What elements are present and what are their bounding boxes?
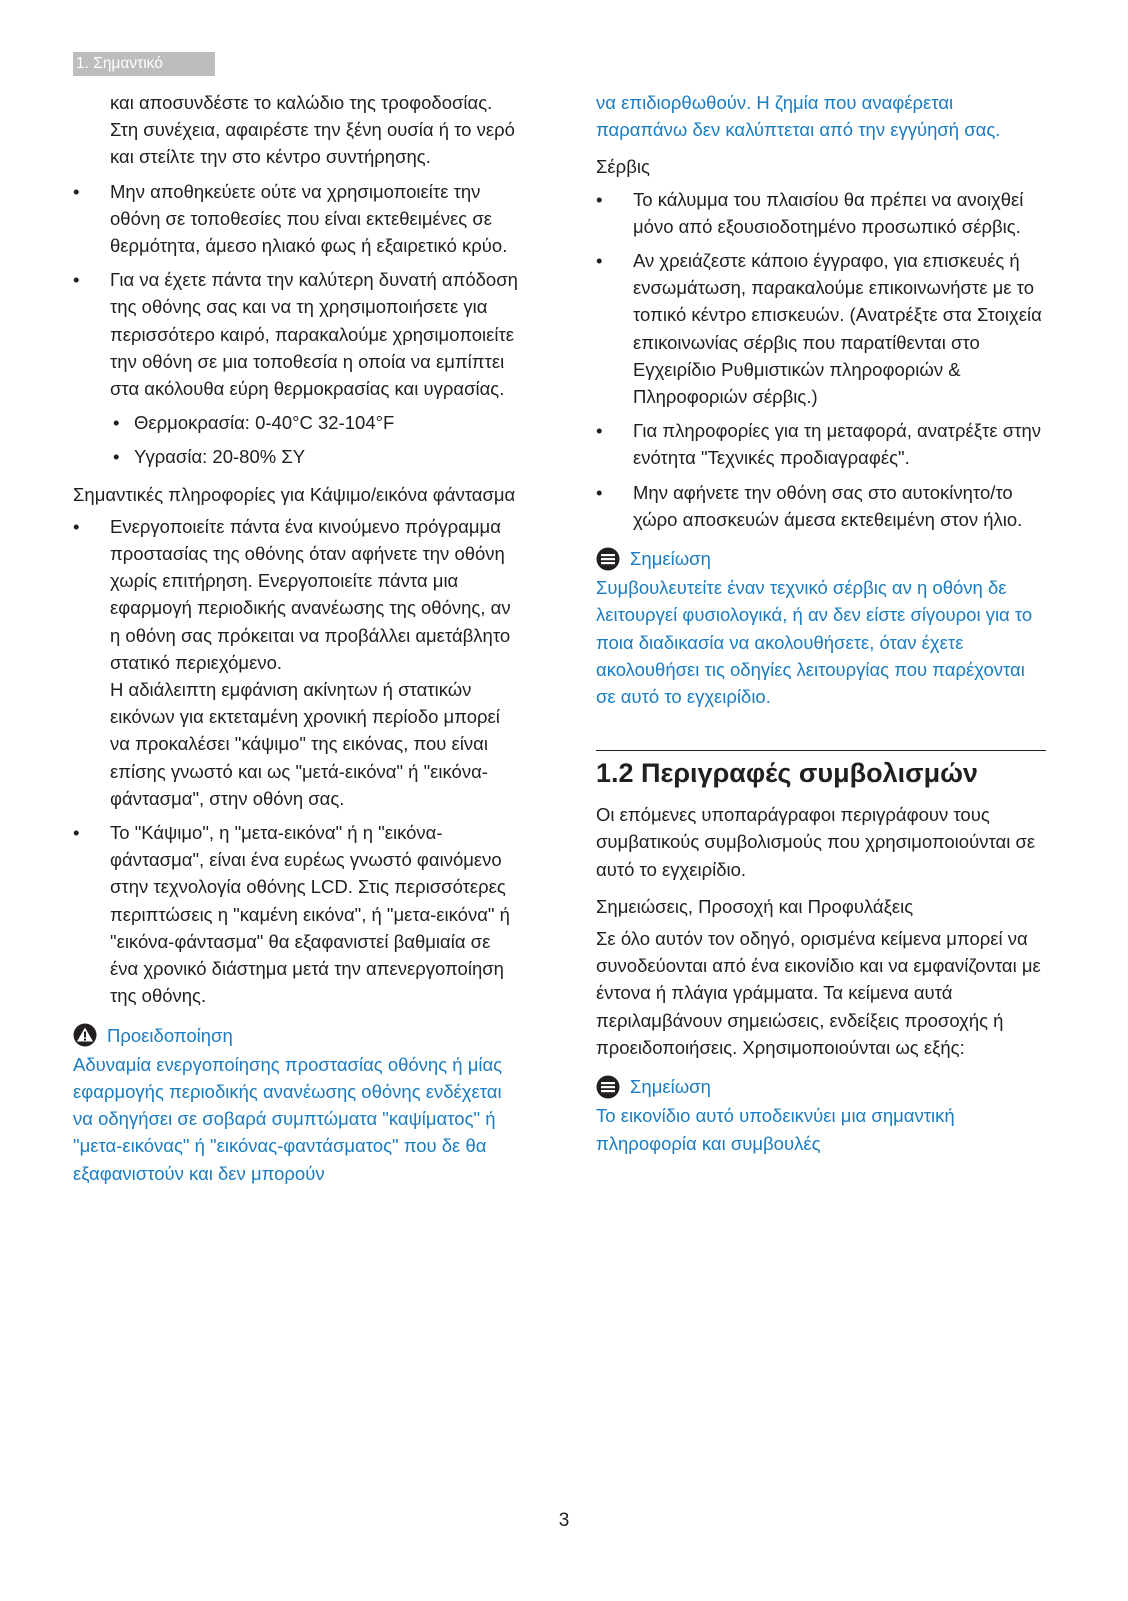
- note-text: Συμβουλευτείτε έναν τεχνικό σέρβις αν η οθόνη δε λειτουργεί φυσιολογικά, ή αν δεν είστε σίγουροι για το ποια διαδικασία να ακολουθήσετε, όταν έχετε ακολουθήσει τις οδηγίες λειτουργίας που παρέχονται σε αυτό το εγχειρίδιο.: [596, 577, 1033, 708]
- section-intro: Οι επόμενες υποπαράγραφοι περιγράφουν τους συμβατικούς συμβολισμούς που χρησιμοποιούνται σε αυτό το εγχειρίδιο.: [596, 804, 1036, 880]
- note-example-title-text: Σημείωση: [630, 1076, 711, 1098]
- note-icon: [596, 1075, 620, 1099]
- service-bullet-cover: • Το κάλυμμα του πλαισίου θα πρέπει να ανοιχθεί μόνο από εξουσιοδοτημένο προσωπικό σέρβις.: [596, 186, 1046, 240]
- bullet-static-images-text: Η αδιάλειπτη εμφάνιση ακίνητων ή στατικών εικόνων για εκτεταμένη χρονική περίοδο μπορεί να προκαλέσει "κάψιμο" της εικόνας, που είναι επίσης γνωστό και ως "μετά-εικόνα" ή "εικόνα-φάντασμα", στην οθόνη σας.: [110, 679, 500, 809]
- conventions-text: Σε όλο αυτόν τον οδηγό, ορισμένα κείμενα μπορεί να συνοδεύονται από ένα εικονίδιο και να εμφανίζονται με έντονα ή πλάγια γράμματα. Τα κείμενα αυτά περιλαμβάνουν σημειώσεις, ενδείξεις προσοχής ή προειδοποιήσεις. Χρησιμοποιούνται ως εξής:: [596, 928, 1041, 1058]
- bullet-screensaver-text: • Ενεργοποιείτε πάντα ένα κινούμενο πρόγραμμα προστασίας της οθόνης όταν αφήνετε την οθόνη χωρίς επιτήρηση. Ενεργοποιείτε πάντα μια εφαρμογή περιοδικής ανανέωσης της οθόνης, αν η οθόνη σας πρόκειται να προβάλλει αμετάβλητο στατικό περιεχόμενο.: [110, 515, 511, 673]
- bullet-burn-in: • Το "Κάψιμο", η "μετα-εικόνα" ή η "εικόνα-φάντασμα", είναι ένα ευρέως γνωστό φαινόμενο στην τεχνολογία οθόνης LCD. Στις περισσότερες περιπτώσεις η "καμένη εικόνα", ή "μετα-εικόνα" ή "εικόνα-φάντασμα" θα εξαφανιστεί βαθμιαία σε ένα χρονικό διάστημα μετά την απενεργοποίηση της οθόνης.: [73, 819, 523, 1009]
- bullet-screensaver: [73, 513, 523, 812]
- note-icon: [596, 547, 620, 571]
- right-column: [596, 89, 1046, 1164]
- service-bullet-car: • Μην αφήνετε την οθόνη σας στο αυτοκίνητο/το χώρο αποσκευών άμεσα εκτεθειμένη στον ήλιο.: [596, 479, 1046, 533]
- section-tab: 1. Σημαντικό: [73, 52, 215, 76]
- burn-in-heading: Σημαντικές πληροφορίες για Κάψιμο/εικόνα φάντασμα: [73, 483, 516, 505]
- left-column: [73, 89, 523, 1194]
- page-number: 3: [558, 1510, 570, 1531]
- service-bullet-documents: • Αν χρειάζεστε κάποιο έγγραφο, για επισκευές ή ενσωμάτωση, παρακαλούμε επικοινωνήστε με το τοπικό κέντρο επισκευών. (Ανατρέξτε στα Στοιχεία επικοινωνίας σέρβις που παρατίθενται στο Εγχειρίδιο Ρυθμιστικών πληροφοριών & Πληροφοριών σέρβις.): [596, 247, 1046, 410]
- warning-icon: [73, 1023, 97, 1047]
- sub-bullet-temperature: • Θερμοκρασία: 0-40°C 32-104°F: [73, 409, 523, 436]
- bullet-storage: • Μην αποθηκεύετε ούτε να χρησιμοποιείτε την οθόνη σε τοποθεσίες που είναι εκτεθειμένες σε θερμότητα, άμεσο ηλιακό φως ή εξαιρετικό κρύο.: [73, 178, 523, 260]
- note-title-text: Σημείωση: [630, 548, 711, 570]
- note-example-title: [596, 1073, 1046, 1100]
- service-bullet-transport: • Για πληροφορίες για τη μεταφορά, ανατρέξτε στην ενότητα "Τεχνικές προδιαγραφές".: [596, 417, 1046, 471]
- section-title: 1.2 Περιγραφές συμβολισμών: [596, 758, 978, 789]
- section-divider: [596, 750, 1046, 791]
- warning-text-continued: να επιδιορθωθούν. Η ζημία που αναφέρεται παραπάνω δεν καλύπτεται από την εγγύησή σας.: [596, 92, 1001, 141]
- continued-paragraph: και αποσυνδέστε το καλώδιο της τροφοδοσίας. Στη συνέχεια, αφαιρέστε την ξένη ουσία ή το νερό και στείλτε την στο κέντρο συντήρησης.: [110, 92, 515, 168]
- warning-title: [73, 1022, 523, 1049]
- warning-text: Αδυναμία ενεργοποίησης προστασίας οθόνης ή μίας εφαρμογής περιοδικής ανανέωσης οθόνης ενδέχεται να οδηγήσει σε σοβαρά συμπτώματα "καψίματος" ή "μετα-εικόνας" ή "εικόνας-φαντάσματος" που δε θα εξαφανιστούν και δεν μπορούν: [73, 1053, 503, 1184]
- notes-subheading: Σημειώσεις, Προσοχή και Προφυλάξεις: [596, 895, 914, 917]
- note-title: [596, 545, 1046, 572]
- sub-bullet-humidity: • Υγρασία: 20-80% ΣΥ: [73, 443, 523, 470]
- bullet-performance: • Για να έχετε πάντα την καλύτερη δυνατή απόδοση της οθόνης σας και να τη χρησιμοποιήσετε για περισσότερο καιρό, παρακαλούμε χρησιμοποιείτε την οθόνη σε μια τοποθεσία η οποία να εμπίπτει στα ακόλουθα εύρη θερμοκρασίας και υγρασίας.: [73, 266, 523, 402]
- note-example-text: Το εικονίδιο αυτό υποδεικνύει μια σημαντική πληροφορία και συμβουλές: [596, 1105, 955, 1154]
- service-heading: Σέρβις: [596, 156, 650, 178]
- warning-title-text: Προειδοποίηση: [107, 1024, 233, 1046]
